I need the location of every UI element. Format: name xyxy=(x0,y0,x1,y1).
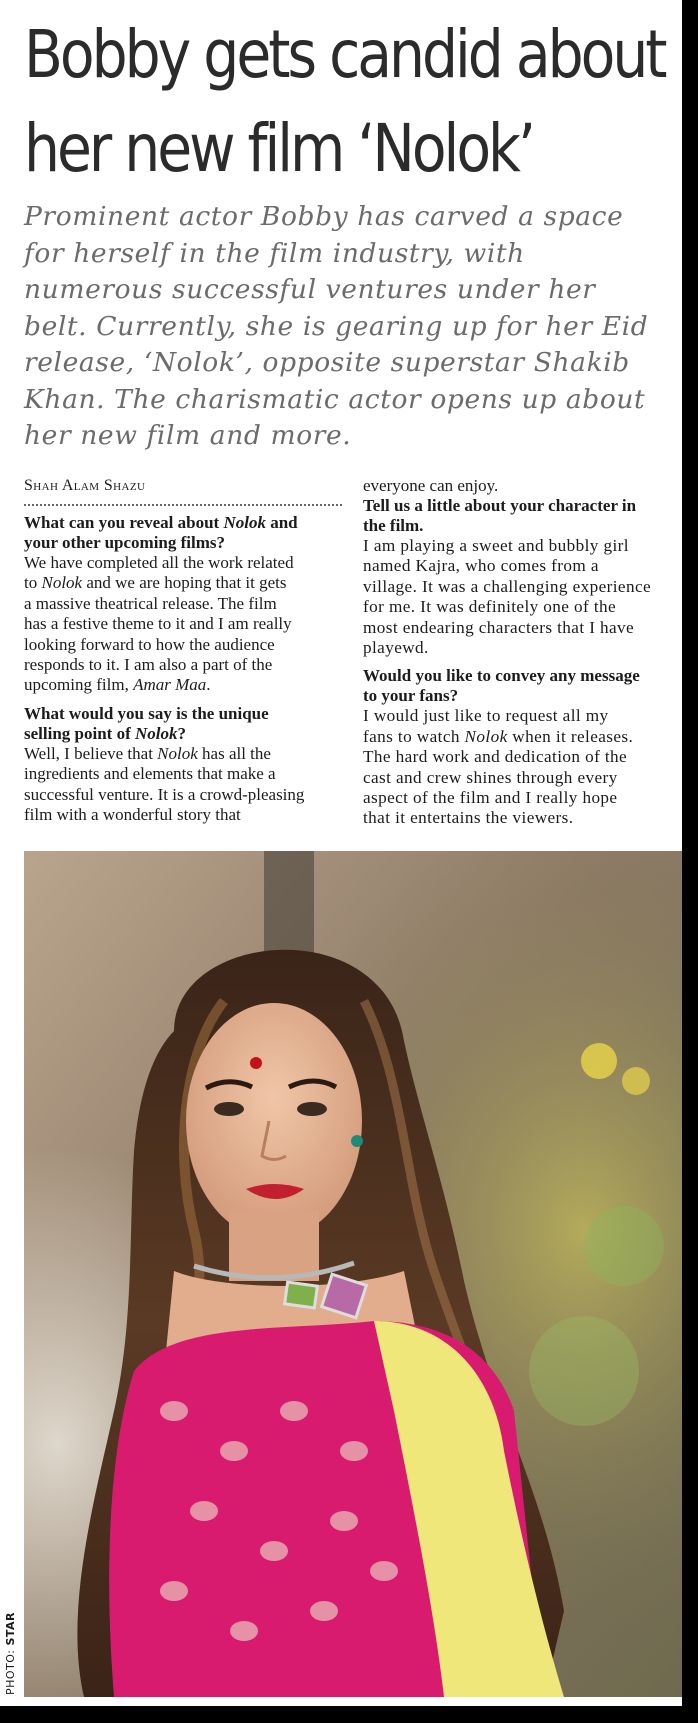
answer-line: film with a wonderful story that xyxy=(24,805,241,825)
question-line: What can you reveal about Nolok and xyxy=(24,513,298,532)
question-3 xyxy=(363,496,682,536)
standfirst-line: release, ‘Nolok’, opposite superstar Shakib xyxy=(24,347,630,378)
standfirst xyxy=(24,199,682,455)
answer-line: named Kajra, who comes from a xyxy=(363,556,599,576)
standfirst-line: for herself in the film industry, with xyxy=(24,237,525,269)
question-line: Tell us a little about your character in xyxy=(363,496,637,515)
headline-line: her new film ‘Nolok’ xyxy=(24,110,533,187)
question-line: What would you say is the unique xyxy=(24,703,269,723)
answer-line: to Nolok and we are hoping that it gets xyxy=(24,573,287,593)
answer-line: aspect of the film and I really hope xyxy=(363,788,618,808)
article-column-right xyxy=(363,476,682,829)
answer-3 xyxy=(363,536,682,658)
answer-line: ingredients and elements that make a xyxy=(24,764,276,784)
answer-line: looking forward to how the audience xyxy=(24,634,275,654)
answer-line: has a festive theme to it and I am really xyxy=(24,614,292,634)
standfirst-line: Khan. The charismatic actor opens up about xyxy=(24,383,646,415)
headline-line: Bobby gets candid about xyxy=(24,16,665,93)
answer-line: I would just like to request all my xyxy=(363,706,609,726)
portrait-photo xyxy=(24,851,682,1697)
answer-line: fans to watch Nolok when it releases. xyxy=(363,726,634,746)
answer-line: that it entertains the viewers. xyxy=(363,808,574,828)
question-1 xyxy=(24,513,342,553)
continued-text xyxy=(363,476,682,496)
answer-1 xyxy=(24,553,342,696)
answer-line: successful venture. It is a crowd-pleasing xyxy=(24,784,305,804)
standfirst-line: Prominent actor Bobby has carved a space xyxy=(24,201,624,232)
answer-line: Well, I believe that Nolok has all the xyxy=(24,743,271,763)
answer-line: cast and crew shines through every xyxy=(363,767,618,787)
question-line: your other upcoming films? xyxy=(24,533,226,552)
question-line: selling point of Nolok? xyxy=(24,723,186,743)
portrait-illustration xyxy=(24,851,682,1697)
answer-line: for me. It was definitely one of the xyxy=(363,597,617,617)
question-line: the film. xyxy=(363,516,424,535)
answer-line: playewd. xyxy=(363,638,429,658)
photo-credit: PHOTO: STAR xyxy=(4,1611,17,1695)
answer-4 xyxy=(363,706,682,828)
answer-line: village. It was a challenging experience xyxy=(363,576,652,596)
answer-line: I am playing a sweet and bubbly girl xyxy=(363,536,629,555)
answer-line: The hard work and dedication of the xyxy=(363,747,628,767)
standfirst-line: her new film and more. xyxy=(24,420,352,451)
question-4 xyxy=(363,666,682,706)
question-line: Would you like to convey any message xyxy=(363,666,640,686)
article-column-left xyxy=(24,476,342,825)
question-2 xyxy=(24,704,342,744)
byline: Shah Alam Shazu xyxy=(24,476,342,506)
standfirst-line: belt. Currently, she is gearing up for her Eid xyxy=(24,310,649,342)
headline xyxy=(24,8,665,196)
answer-line: most endearing characters that I have xyxy=(363,617,635,637)
continued-line: everyone can enjoy. xyxy=(363,476,499,495)
standfirst-line: numerous successful ventures under her xyxy=(24,274,596,305)
answer-2 xyxy=(24,744,342,826)
question-line: to your fans? xyxy=(363,686,459,706)
answer-line: a massive theatrical release. The film xyxy=(24,593,277,613)
answer-line: upcoming film, Amar Maa. xyxy=(24,675,211,695)
answer-line: responds to it. I am also a part of the xyxy=(24,655,273,675)
answer-line: We have completed all the work related xyxy=(24,553,294,572)
